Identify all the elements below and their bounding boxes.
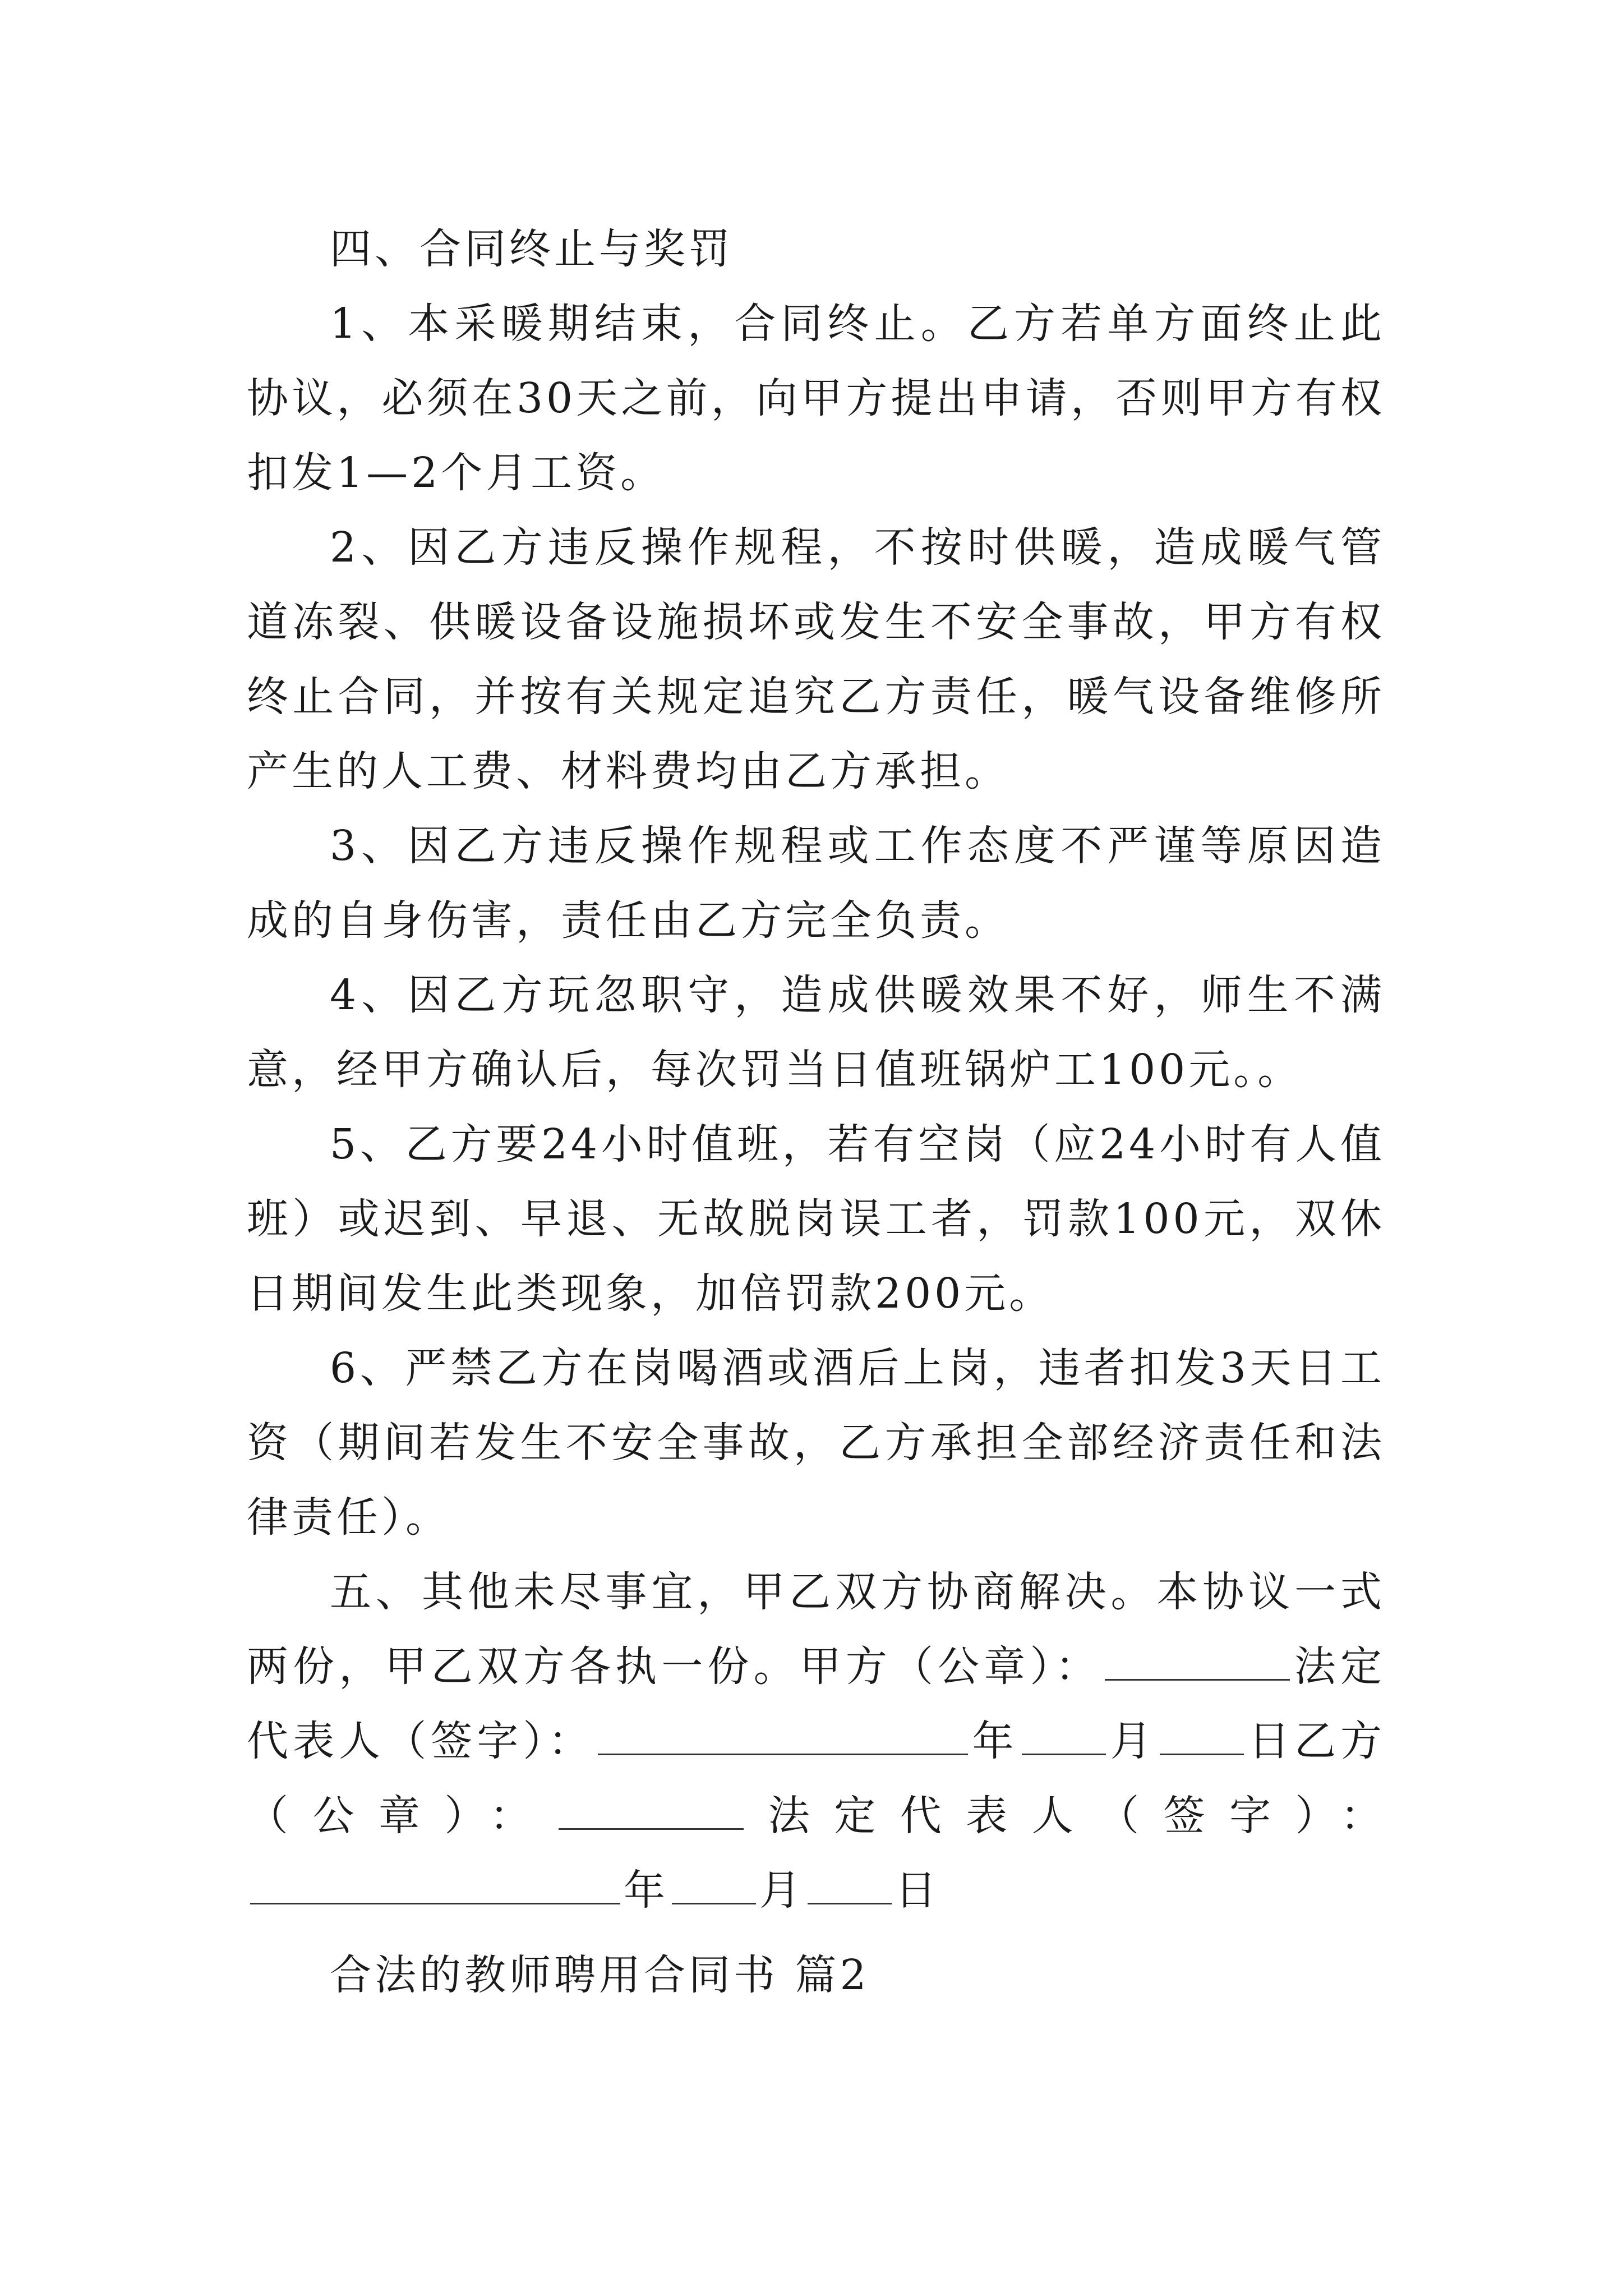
party-a-seal-blank bbox=[1105, 1644, 1290, 1681]
party-a-day-blank bbox=[1160, 1719, 1244, 1755]
party-b-month-label: 月 bbox=[759, 1866, 804, 1915]
clause-3: 3、因乙方违反操作规程或工作态度不严谨等原因造成的自身伤害，责任由乙方完全负责。 bbox=[247, 822, 1385, 945]
clause-5: 5、乙方要24小时值班，若有空岗（应24小时有人值班）或迟到、早退、无故脱岗误工者，罚款100元，双休日期间发生此类现象，加倍罚款200元。 bbox=[247, 1120, 1385, 1318]
party-b-signature-blank bbox=[250, 1868, 620, 1904]
party-a-day-label: 日 bbox=[1247, 1717, 1294, 1765]
party-a-year-label: 年 bbox=[971, 1717, 1018, 1765]
party-a-signature-blank bbox=[598, 1719, 968, 1755]
section-heading-termination: 四、合同终止与奖罚 bbox=[330, 225, 734, 273]
party-b-month-blank bbox=[672, 1868, 756, 1904]
other-matters-text: 五、其他未尽事宜，甲乙双方协商解决。本协议一式两份，甲乙双方各执一份。 bbox=[247, 1568, 1385, 1691]
clause-4: 4、因乙方玩忽职守，造成供暖效果不好，师生不满意，经甲方确认后，每次罚当日值班锅炉工100元。。 bbox=[247, 971, 1385, 1094]
party-a-month-label: 月 bbox=[1109, 1717, 1156, 1765]
party-a-seal-label: 甲方（公章）： bbox=[799, 1642, 1101, 1691]
clause-6: 6、严禁乙方在岗喝酒或酒后上岗，违者扣发3天日工资（期间若发生不安全事故，乙方承担全部经济责任和法律责任）。 bbox=[247, 1344, 1385, 1542]
clause-2: 2、因乙方违反操作规程，不按时供暖，造成暖气管道冻裂、供暖设备设施损坏或发生不安全事故，甲方有权终止合同，并按有关规定追究乙方责任，暖气设备维修所产生的人工费、材料费均由乙方承担。 bbox=[247, 523, 1385, 795]
section-other-matters bbox=[247, 1555, 1385, 1928]
clause-1: 1、本采暖期结束，合同终止。乙方若单方面终止此协议，必须在30天之前，向甲方提出申请，否则甲方有权扣发1—2个月工资。 bbox=[247, 300, 1385, 497]
party-b-seal-label: 乙方（公章）： bbox=[247, 1717, 1386, 1840]
party-b-seal-blank bbox=[559, 1793, 744, 1830]
party-a-month-blank bbox=[1022, 1719, 1106, 1755]
party-a-rep-label: 法定代表人（签字）： bbox=[247, 1642, 1386, 1765]
document-body bbox=[247, 212, 1385, 2013]
party-b-rep-label: 法定代表人（签字）： bbox=[747, 1792, 1386, 1840]
party-b-day-label: 日 bbox=[895, 1866, 940, 1915]
party-b-day-blank bbox=[808, 1868, 892, 1904]
next-contract-title: 合法的教师聘用合同书 篇2 bbox=[330, 1951, 870, 1999]
party-b-year-label: 年 bbox=[624, 1866, 668, 1915]
